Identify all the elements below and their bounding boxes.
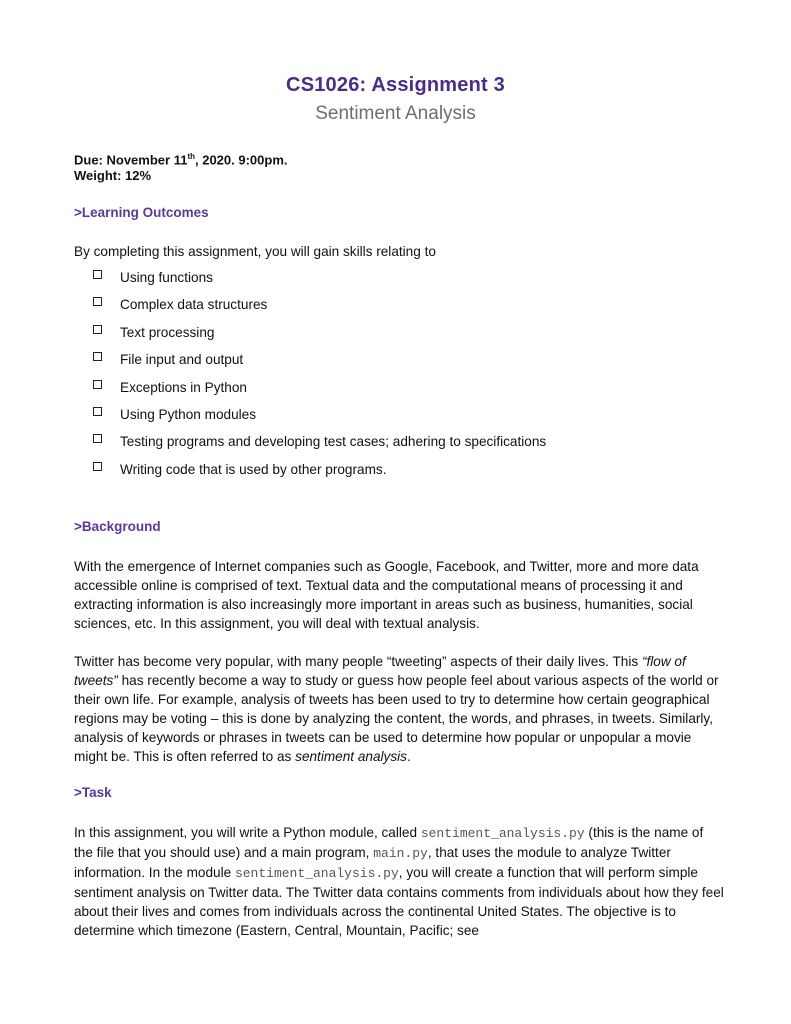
background-paragraph-1: With the emergence of Internet companies such as Google, Facebook, and Twitter, more and more data accessible online is comprised of text. Textual data and the computational means of processing it and extracting information is also increasingly more important in areas such as business, humanities, social sciences, etc. In this assignment, you will deal with textual analysis.	[74, 559, 699, 631]
checkbox-bullet-icon	[93, 325, 102, 334]
background-heading: >Background	[74, 519, 161, 534]
due-date: Due: November 11th, 2020. 9:00pm.	[74, 152, 288, 168]
list-item: Using functions	[93, 268, 546, 295]
page-subtitle: Sentiment Analysis	[315, 103, 476, 124]
list-item: Writing code that is used by other programs.	[93, 460, 546, 487]
background-paragraph-2: Twitter has become very popular, with many people “tweeting” aspects of their daily lives. This “flow of tweets” has recently become a way to study or guess how people feel about various aspects of the world or their own life. For example, analysis of tweets has been used to try to determine how certain geographical regions may be voting – this is done by analyzing the content, the words, and phrases, in tweets. Similarly, analysis of keywords or phrases in tweets can be used to determine how popular or unpopular a movie might be. This is often referred to as sentiment analysis.	[74, 654, 719, 764]
code-module-name-2: sentiment_analysis.py	[234, 866, 399, 881]
checkbox-bullet-icon	[93, 380, 102, 389]
list-item: Text processing	[93, 323, 546, 350]
list-item: Complex data structures	[93, 295, 546, 322]
learning-outcomes-intro: By completing this assignment, you will gain skills relating to	[74, 244, 436, 259]
code-module-name: sentiment_analysis.py	[420, 826, 585, 841]
checkbox-bullet-icon	[93, 352, 102, 361]
list-item: Testing programs and developing test cases; adhering to specifications	[93, 432, 546, 459]
checkbox-bullet-icon	[93, 297, 102, 306]
page-title: CS1026: Assignment 3	[286, 74, 505, 96]
list-item: Using Python modules	[93, 405, 546, 432]
task-heading: >Task	[74, 785, 112, 800]
weight: Weight: 12%	[74, 168, 152, 183]
checkbox-bullet-icon	[93, 407, 102, 416]
list-item: File input and output	[93, 350, 546, 377]
checkbox-bullet-icon	[93, 462, 102, 471]
learning-outcomes-list	[93, 268, 546, 487]
code-main-name: main.py	[373, 846, 428, 861]
learning-outcomes-heading: >Learning Outcomes	[74, 205, 209, 220]
checkbox-bullet-icon	[93, 270, 102, 279]
task-paragraph: In this assignment, you will write a Python module, called sentiment_analysis.py (this is the name of the file that you should use) and a main program, main.py, that uses the module to analyze Twitter information. In the module sentiment_analysis.py, you will create a function that will perform simple sentiment analysis on Twitter data. The Twitter data contains comments from individuals about how they feel about their lives and comes from individuals across the continental United States. The objective is to determine which timezone (Eastern, Central, Mountain, Pacific; see	[74, 825, 724, 938]
list-item: Exceptions in Python	[93, 378, 546, 405]
checkbox-bullet-icon	[93, 434, 102, 443]
